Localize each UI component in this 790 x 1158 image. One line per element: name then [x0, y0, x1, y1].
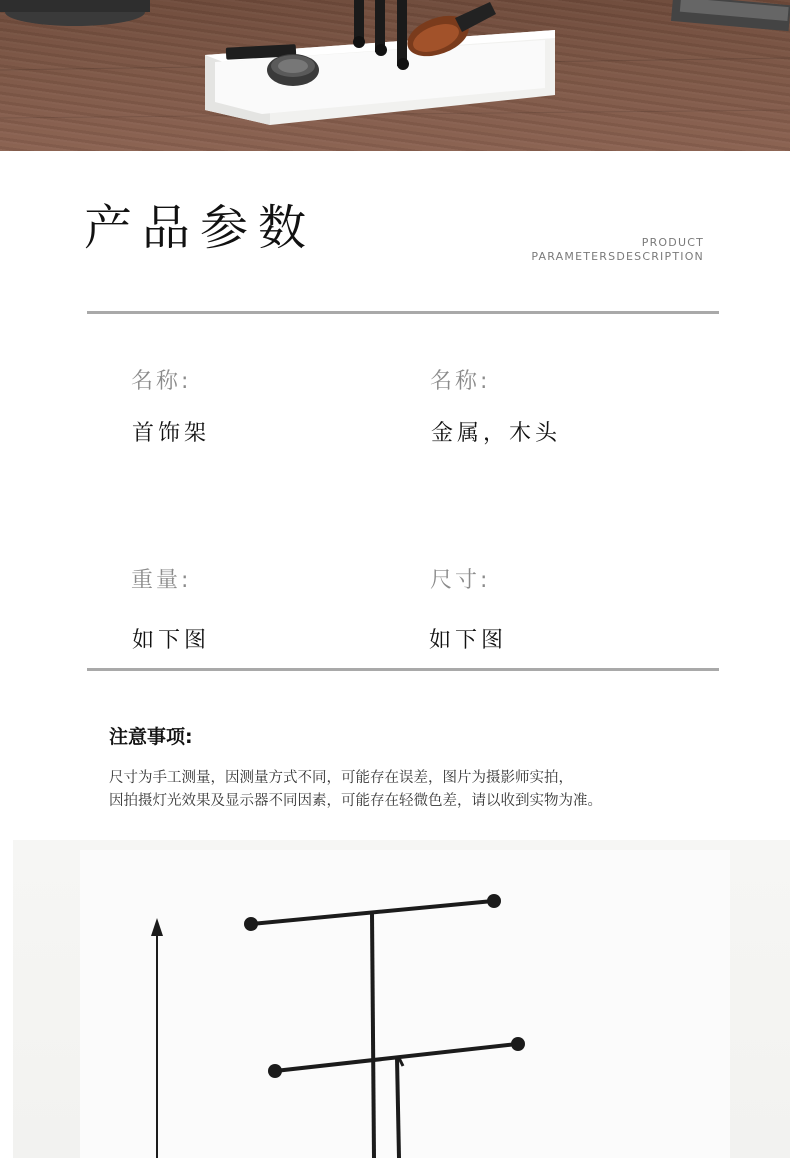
param-label-size: 尺寸:	[430, 568, 491, 593]
param-value-material: 金属，木头	[431, 421, 562, 446]
param-value-weight: 如下图	[132, 628, 211, 653]
notes-title: 注意事项:	[109, 726, 193, 748]
param-label-name: 名称:	[131, 369, 192, 394]
jewelry-stand-photo	[13, 840, 790, 1158]
subtitle-line-1: PRODUCT	[641, 236, 704, 249]
param-value-size: 如下图	[429, 628, 508, 653]
divider-bottom	[87, 668, 719, 671]
top-product-photo	[0, 0, 790, 151]
param-label-material: 名称:	[430, 369, 491, 394]
page-title: 产品参数	[84, 200, 317, 256]
divider-top	[87, 311, 719, 314]
page-subtitle	[531, 236, 704, 264]
notes-line-1: 尺寸为手工测量，因测量方式不同，可能存在误差，图片为摄影师实拍，	[109, 770, 573, 786]
notes-line-2: 因拍摄灯光效果及显示器不同因素，可能存在轻微色差，请以收到实物为准。	[109, 793, 602, 809]
param-label-weight: 重量:	[131, 568, 192, 593]
subtitle-line-2: PARAMETERSDESCRIPTION	[531, 250, 704, 263]
param-value-name: 首饰架	[132, 421, 211, 446]
